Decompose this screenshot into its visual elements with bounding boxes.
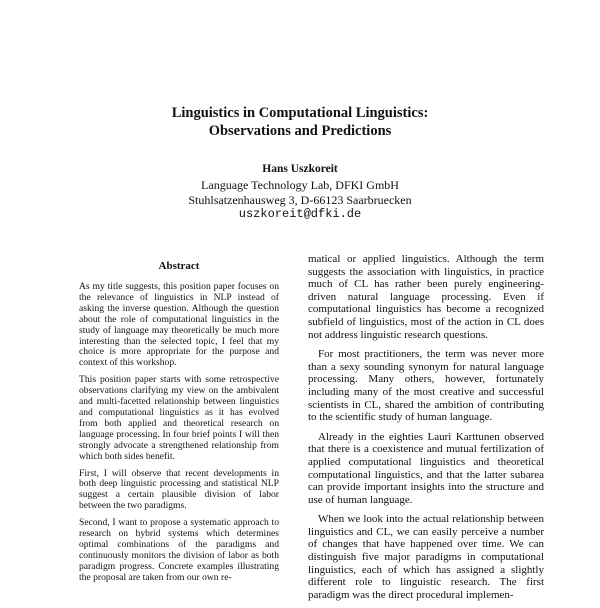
abstract-column [79,282,279,590]
author-email[interactable]: uszkoreit@dfki.de [238,207,362,221]
abstract-paragraph: Second, I want to propose a systematic approach to research on hybrid systems which determines optimal combinations of the paradigms and continuously monitors the division of labor as both paradigm progress. Concrete examples illustrating the proposal are taken from our own re- [79,517,279,583]
abstract-paragraph: This position paper starts with some retrospective observations clarifying my view on the ambivalent and multi-facetted relationship between linguistics and computational linguistics as it has evolved from both applied and theoretical research on language processing. In four brief points I will then strongly advocate a strengthened relationship from which both sides benefit. [79,374,279,462]
body-paragraph: matical or applied linguistics. Although the term suggests the association with linguistics, in practice much of CL has rather been purely engineering-driven natural language processing. Even if computational linguistics has become a recognized subfield of linguistics, most of the action in CL does not address linguistic research questions. [308,253,544,341]
body-paragraph: For most practitioners, the term was never more than a sexy sounding synonym for natural language processing. Many others, however, fortunately including many of the most creative and successful scientists in CL, shared the ambition of contributing to the scientific study of human language. [308,348,544,424]
abstract-paragraph: First, I will observe that recent developments in both deep linguistic processing and statistical NLP suggest a certain plausible division of labor between the two paradigms. [79,467,279,512]
body-paragraph: Already in the eighties Lauri Karttunen observed that there is a coexistence and mutual fertilization of applied computational linguistics and theoretical computational linguistics, and that the latter subarea can provide important insights into the structure and use of human language. [308,430,544,506]
body-column [308,253,544,608]
abstract-paragraph: As my title suggests, this position paper focuses on the relevance of linguistics in NLP instead of asking the inverse question. Although the question about the role of computational linguistics in the study of language may theoretically be much more interesting than the selected topic, I feel that my choice is more appropriate for the purpose and context of this workshop. [79,281,279,369]
paper-title-line-1: Linguistics in Computational Linguistics: [171,105,429,121]
author-affiliation: Language Technology Lab, DFKI GmbH [201,178,399,192]
author-address: Stuhlsatzenhausweg 3, D-66123 Saarbruecken [188,193,412,207]
body-paragraph: When we look into the actual relationship between linguistics and CL, we can easily perceive a number of changes that have happened over time. We can distinguish five major paradigms in computational linguistics, each of which has assigned a slightly different role to linguistic research. The first paradigm was the direct procedural implemen- [308,513,544,601]
author-name: Hans Uszkoreit [262,163,338,175]
paper-title-line-2: Observations and Predictions [208,123,392,139]
abstract-heading: Abstract [158,260,200,272]
